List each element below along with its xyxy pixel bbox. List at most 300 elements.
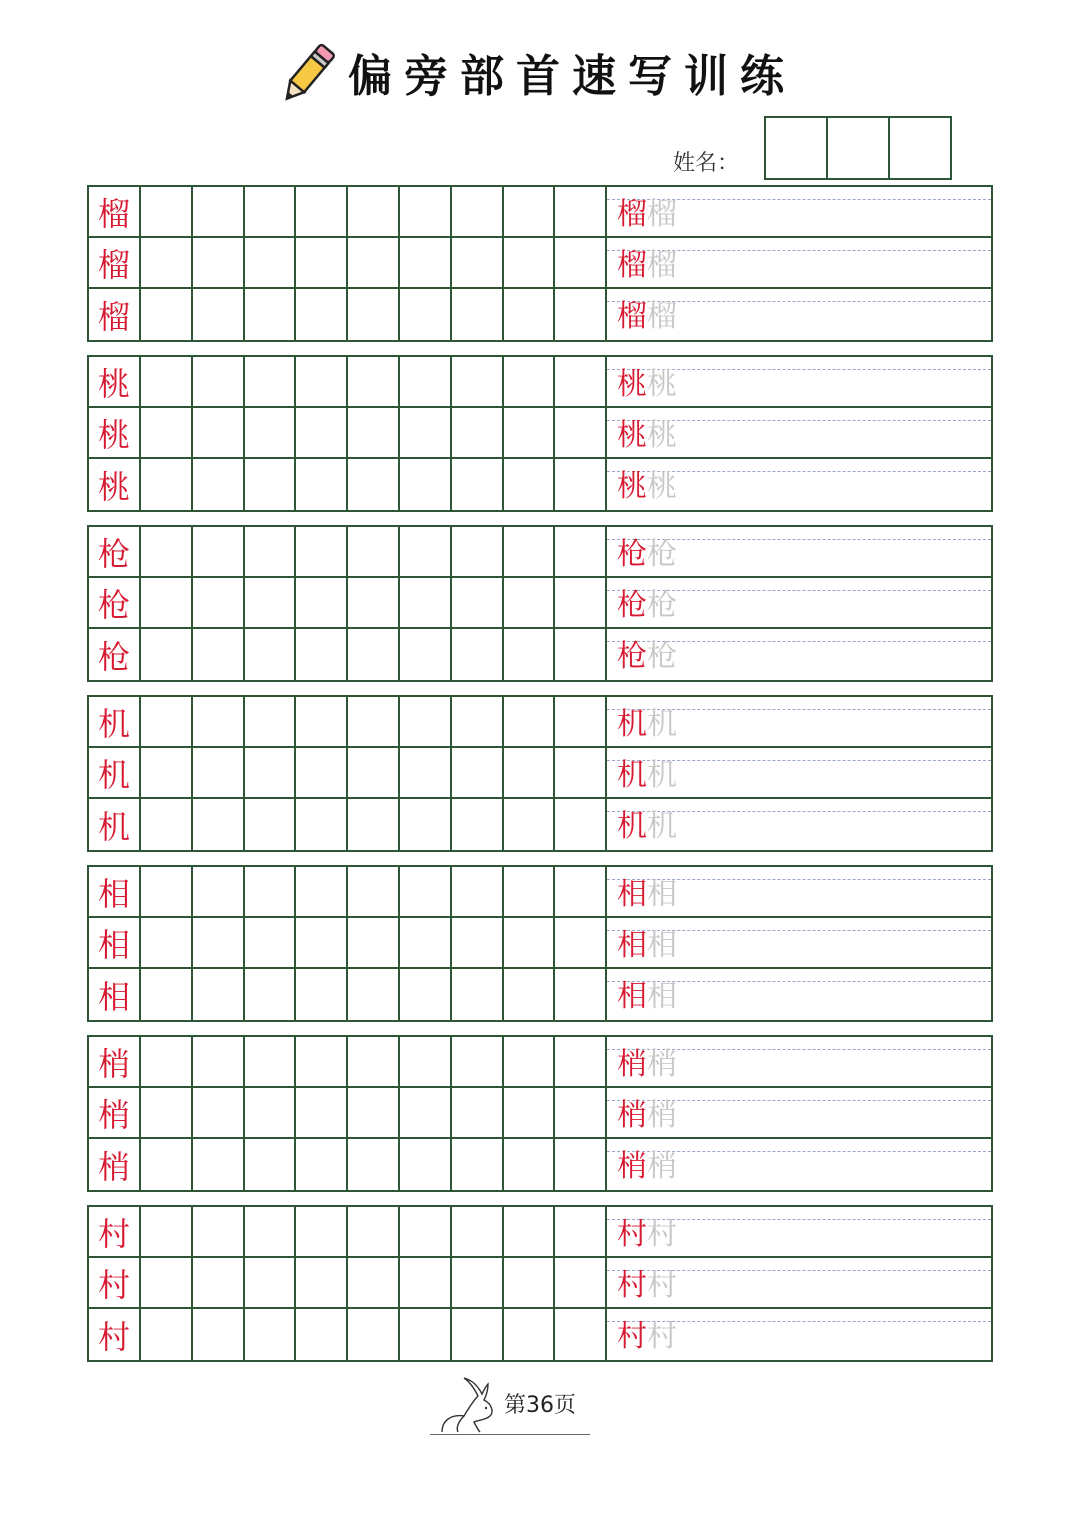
writing-cell[interactable] <box>504 629 556 680</box>
writing-cell[interactable] <box>400 1037 452 1088</box>
practice-block <box>87 865 993 1022</box>
writing-cell[interactable] <box>348 918 400 969</box>
trace-ghost-char: 梢 <box>647 1098 677 1133</box>
writing-cell[interactable] <box>296 918 348 969</box>
writing-cell[interactable] <box>193 1309 245 1360</box>
writing-cell[interactable] <box>555 578 607 629</box>
trace-chars <box>617 639 677 675</box>
writing-cell[interactable] <box>504 357 556 408</box>
writing-cell[interactable] <box>452 187 504 238</box>
writing-cell[interactable] <box>141 1258 193 1309</box>
trace-row[interactable] <box>607 1309 991 1360</box>
model-char: 榴 <box>89 238 141 289</box>
writing-cell[interactable] <box>296 578 348 629</box>
writing-cell[interactable] <box>400 1088 452 1139</box>
writing-cell[interactable] <box>348 1139 400 1190</box>
trace-row[interactable] <box>607 1037 991 1088</box>
writing-cell[interactable] <box>245 527 297 578</box>
writing-cell[interactable] <box>555 1309 607 1360</box>
writing-cell[interactable] <box>452 1309 504 1360</box>
writing-cell[interactable] <box>452 289 504 340</box>
writing-cell[interactable] <box>400 697 452 748</box>
writing-cell[interactable] <box>348 748 400 799</box>
writing-cell[interactable] <box>452 748 504 799</box>
trace-chars <box>617 588 677 624</box>
writing-cell[interactable] <box>245 1258 297 1309</box>
writing-cell[interactable] <box>348 578 400 629</box>
trace-model-char: 村 <box>617 1268 647 1303</box>
writing-cell[interactable] <box>400 459 452 510</box>
trace-row[interactable] <box>607 408 991 459</box>
writing-cell[interactable] <box>504 1037 556 1088</box>
model-char: 枪 <box>89 527 141 578</box>
writing-cell[interactable] <box>348 238 400 289</box>
writing-cell[interactable] <box>400 1139 452 1190</box>
pencil-icon <box>278 36 338 108</box>
writing-cell[interactable] <box>296 357 348 408</box>
writing-cell[interactable] <box>245 289 297 340</box>
writing-cell[interactable] <box>245 1309 297 1360</box>
writing-cell[interactable] <box>141 1309 193 1360</box>
tianzige-grid <box>89 867 607 1020</box>
trace-lines <box>607 357 991 510</box>
writing-cell[interactable] <box>452 799 504 850</box>
writing-cell[interactable] <box>245 1037 297 1088</box>
writing-cell[interactable] <box>400 408 452 459</box>
writing-cell[interactable] <box>400 527 452 578</box>
trace-model-char: 桃 <box>617 469 647 504</box>
writing-cell[interactable] <box>193 867 245 918</box>
writing-cell[interactable] <box>193 748 245 799</box>
writing-cell[interactable] <box>245 238 297 289</box>
trace-model-char: 枪 <box>617 639 647 674</box>
trace-lines <box>607 1037 991 1190</box>
trace-ghost-char: 机 <box>647 707 677 742</box>
writing-cell[interactable] <box>193 1207 245 1258</box>
writing-cell[interactable] <box>452 1258 504 1309</box>
trace-row[interactable] <box>607 867 991 918</box>
writing-cell[interactable] <box>452 459 504 510</box>
writing-cell[interactable] <box>296 1258 348 1309</box>
tianzige-grid <box>89 1207 607 1360</box>
trace-model-char: 梢 <box>617 1149 647 1184</box>
writing-cell[interactable] <box>452 357 504 408</box>
trace-ghost-char: 榴 <box>647 197 677 232</box>
trace-chars <box>617 928 677 964</box>
writing-cell[interactable] <box>296 867 348 918</box>
trace-chars <box>617 877 677 913</box>
writing-cell[interactable] <box>504 799 556 850</box>
writing-cell[interactable] <box>555 408 607 459</box>
model-char: 相 <box>89 867 141 918</box>
writing-cell[interactable] <box>245 969 297 1020</box>
writing-cell[interactable] <box>504 697 556 748</box>
writing-cell[interactable] <box>245 748 297 799</box>
trace-model-char: 梢 <box>617 1098 647 1133</box>
writing-cell[interactable] <box>452 969 504 1020</box>
writing-cell[interactable] <box>400 969 452 1020</box>
writing-cell[interactable] <box>141 969 193 1020</box>
writing-cell[interactable] <box>555 289 607 340</box>
trace-chars <box>617 707 677 743</box>
writing-cell[interactable] <box>296 527 348 578</box>
trace-row[interactable] <box>607 969 991 1020</box>
writing-cell[interactable] <box>348 1207 400 1258</box>
writing-cell[interactable] <box>245 459 297 510</box>
writing-cell[interactable] <box>141 748 193 799</box>
model-char: 机 <box>89 799 141 850</box>
writing-cell[interactable] <box>452 1207 504 1258</box>
trace-ghost-char: 榴 <box>647 248 677 283</box>
writing-cell[interactable] <box>504 1258 556 1309</box>
trace-row[interactable] <box>607 357 991 408</box>
model-char: 梢 <box>89 1139 141 1190</box>
writing-cell[interactable] <box>296 629 348 680</box>
trace-chars <box>617 1268 677 1304</box>
writing-cell[interactable] <box>193 459 245 510</box>
writing-cell[interactable] <box>555 969 607 1020</box>
writing-cell[interactable] <box>400 1309 452 1360</box>
trace-row[interactable] <box>607 459 991 510</box>
writing-cell[interactable] <box>141 187 193 238</box>
practice-block <box>87 695 993 852</box>
writing-cell[interactable] <box>348 867 400 918</box>
writing-cell[interactable] <box>193 918 245 969</box>
trace-chars <box>617 1217 677 1253</box>
writing-cell[interactable] <box>296 1139 348 1190</box>
trace-model-char: 机 <box>617 707 647 742</box>
trace-ghost-char: 相 <box>647 979 677 1014</box>
trace-model-char: 相 <box>617 928 647 963</box>
trace-model-char: 村 <box>617 1319 647 1354</box>
trace-ghost-char: 机 <box>647 809 677 844</box>
writing-cell[interactable] <box>193 289 245 340</box>
writing-cell[interactable] <box>193 799 245 850</box>
tianzige-grid <box>89 357 607 510</box>
writing-cell[interactable] <box>400 748 452 799</box>
writing-cell[interactable] <box>193 238 245 289</box>
trace-model-char: 机 <box>617 809 647 844</box>
writing-cell[interactable] <box>555 629 607 680</box>
trace-chars <box>617 1319 677 1355</box>
writing-cell[interactable] <box>452 238 504 289</box>
trace-row[interactable] <box>607 1088 991 1139</box>
model-char: 梢 <box>89 1088 141 1139</box>
trace-chars <box>617 418 677 454</box>
writing-cell[interactable] <box>555 238 607 289</box>
trace-model-char: 梢 <box>617 1047 647 1082</box>
writing-cell[interactable] <box>141 408 193 459</box>
name-label: 姓名： <box>673 151 740 176</box>
page-number: 第36页 <box>504 1393 576 1418</box>
trace-row[interactable] <box>607 799 991 850</box>
writing-cell[interactable] <box>193 578 245 629</box>
trace-ghost-char: 梢 <box>647 1149 677 1184</box>
practice-block <box>87 1035 993 1192</box>
writing-cell[interactable] <box>141 238 193 289</box>
trace-row[interactable] <box>607 918 991 969</box>
writing-cell[interactable] <box>296 289 348 340</box>
writing-cell[interactable] <box>452 1037 504 1088</box>
trace-lines <box>607 697 991 850</box>
trace-row[interactable] <box>607 578 991 629</box>
writing-cell[interactable] <box>555 459 607 510</box>
writing-cell[interactable] <box>348 969 400 1020</box>
trace-chars <box>617 1149 677 1185</box>
writing-cell[interactable] <box>452 527 504 578</box>
writing-cell[interactable] <box>141 578 193 629</box>
writing-cell[interactable] <box>193 1088 245 1139</box>
trace-ghost-char: 桃 <box>647 469 677 504</box>
writing-cell[interactable] <box>141 1088 193 1139</box>
trace-ghost-char: 梢 <box>647 1047 677 1082</box>
trace-row[interactable] <box>607 527 991 578</box>
writing-cell[interactable] <box>245 1139 297 1190</box>
writing-cell[interactable] <box>504 1309 556 1360</box>
trace-ghost-char: 相 <box>647 877 677 912</box>
writing-cell[interactable] <box>296 408 348 459</box>
model-char: 桃 <box>89 408 141 459</box>
trace-row[interactable] <box>607 748 991 799</box>
writing-cell[interactable] <box>245 799 297 850</box>
writing-cell[interactable] <box>141 629 193 680</box>
writing-cell[interactable] <box>296 748 348 799</box>
writing-cell[interactable] <box>245 578 297 629</box>
writing-cell[interactable] <box>245 629 297 680</box>
trace-ghost-char: 村 <box>647 1319 677 1354</box>
writing-cell[interactable] <box>504 867 556 918</box>
writing-cell[interactable] <box>452 867 504 918</box>
trace-model-char: 村 <box>617 1217 647 1252</box>
writing-cell[interactable] <box>348 289 400 340</box>
writing-cell[interactable] <box>452 408 504 459</box>
model-char: 村 <box>89 1207 141 1258</box>
model-char: 榴 <box>89 187 141 238</box>
writing-cell[interactable] <box>452 1088 504 1139</box>
writing-cell[interactable] <box>400 578 452 629</box>
trace-model-char: 机 <box>617 758 647 793</box>
writing-cell[interactable] <box>245 697 297 748</box>
writing-cell[interactable] <box>504 408 556 459</box>
trace-model-char: 榴 <box>617 197 647 232</box>
writing-cell[interactable] <box>348 187 400 238</box>
writing-cell[interactable] <box>452 1139 504 1190</box>
writing-cell[interactable] <box>400 799 452 850</box>
model-char: 村 <box>89 1258 141 1309</box>
writing-cell[interactable] <box>245 357 297 408</box>
writing-cell[interactable] <box>555 1037 607 1088</box>
writing-cell[interactable] <box>296 697 348 748</box>
trace-row[interactable] <box>607 1139 991 1190</box>
model-char: 村 <box>89 1309 141 1360</box>
writing-cell[interactable] <box>296 969 348 1020</box>
rabbit-icon <box>434 1376 500 1436</box>
model-char: 桃 <box>89 459 141 510</box>
writing-cell[interactable] <box>296 799 348 850</box>
writing-cell[interactable] <box>555 1088 607 1139</box>
trace-lines <box>607 867 991 1020</box>
writing-cell[interactable] <box>452 578 504 629</box>
writing-cell[interactable] <box>245 918 297 969</box>
writing-cell[interactable] <box>141 1207 193 1258</box>
writing-cell[interactable] <box>555 1139 607 1190</box>
writing-cell[interactable] <box>193 969 245 1020</box>
writing-cell[interactable] <box>555 867 607 918</box>
writing-cell[interactable] <box>296 459 348 510</box>
trace-chars <box>617 469 677 505</box>
writing-cell[interactable] <box>193 629 245 680</box>
writing-cell[interactable] <box>193 1139 245 1190</box>
writing-cell[interactable] <box>296 1037 348 1088</box>
writing-cell[interactable] <box>296 1309 348 1360</box>
writing-cell[interactable] <box>245 1088 297 1139</box>
writing-cell[interactable] <box>555 1258 607 1309</box>
trace-chars <box>617 979 677 1015</box>
writing-cell[interactable] <box>504 578 556 629</box>
writing-cell[interactable] <box>348 799 400 850</box>
writing-cell[interactable] <box>504 527 556 578</box>
trace-ghost-char: 村 <box>647 1268 677 1303</box>
trace-chars <box>617 248 677 284</box>
writing-cell[interactable] <box>504 748 556 799</box>
page-header <box>278 36 796 108</box>
writing-cell[interactable] <box>141 289 193 340</box>
writing-cell[interactable] <box>504 1207 556 1258</box>
writing-cell[interactable] <box>141 867 193 918</box>
writing-cell[interactable] <box>141 799 193 850</box>
name-box[interactable] <box>828 118 890 178</box>
trace-chars <box>617 1098 677 1134</box>
writing-cell[interactable] <box>400 1207 452 1258</box>
writing-cell[interactable] <box>555 527 607 578</box>
writing-cell[interactable] <box>504 238 556 289</box>
writing-cell[interactable] <box>504 1139 556 1190</box>
writing-cell[interactable] <box>555 1207 607 1258</box>
writing-cell[interactable] <box>555 187 607 238</box>
writing-cell[interactable] <box>141 1139 193 1190</box>
trace-ghost-char: 机 <box>647 758 677 793</box>
writing-cell[interactable] <box>141 357 193 408</box>
writing-cell[interactable] <box>296 238 348 289</box>
trace-model-char: 相 <box>617 877 647 912</box>
page-title: 偏旁部首速写训练 <box>348 51 796 102</box>
writing-cell[interactable] <box>555 697 607 748</box>
writing-cell[interactable] <box>296 187 348 238</box>
trace-chars <box>617 367 677 403</box>
writing-cell[interactable] <box>400 357 452 408</box>
footer-underline <box>430 1434 590 1435</box>
writing-cell[interactable] <box>245 408 297 459</box>
writing-cell[interactable] <box>348 1258 400 1309</box>
trace-lines <box>607 187 991 340</box>
practice-block <box>87 525 993 682</box>
writing-cell[interactable] <box>141 459 193 510</box>
writing-cell[interactable] <box>452 918 504 969</box>
writing-cell[interactable] <box>193 1037 245 1088</box>
writing-cell[interactable] <box>193 408 245 459</box>
writing-cell[interactable] <box>296 1207 348 1258</box>
trace-row[interactable] <box>607 187 991 238</box>
writing-cell[interactable] <box>348 697 400 748</box>
writing-cell[interactable] <box>348 527 400 578</box>
model-char: 机 <box>89 748 141 799</box>
trace-chars <box>617 758 677 794</box>
trace-model-char: 枪 <box>617 588 647 623</box>
writing-cell[interactable] <box>193 697 245 748</box>
writing-cell[interactable] <box>504 187 556 238</box>
writing-cell[interactable] <box>141 527 193 578</box>
trace-row[interactable] <box>607 289 991 340</box>
trace-model-char: 榴 <box>617 248 647 283</box>
name-box[interactable] <box>766 118 828 178</box>
trace-lines <box>607 527 991 680</box>
writing-cell[interactable] <box>504 969 556 1020</box>
writing-cell[interactable] <box>555 799 607 850</box>
model-char: 机 <box>89 697 141 748</box>
trace-row[interactable] <box>607 238 991 289</box>
trace-model-char: 榴 <box>617 299 647 334</box>
trace-row[interactable] <box>607 1207 991 1258</box>
tianzige-grid <box>89 527 607 680</box>
trace-row[interactable] <box>607 697 991 748</box>
trace-chars <box>617 1047 677 1083</box>
trace-row[interactable] <box>607 629 991 680</box>
trace-ghost-char: 村 <box>647 1217 677 1252</box>
writing-cell[interactable] <box>555 748 607 799</box>
writing-cell[interactable] <box>193 527 245 578</box>
name-box[interactable] <box>890 118 950 178</box>
writing-cell[interactable] <box>400 867 452 918</box>
writing-cell[interactable] <box>193 1258 245 1309</box>
trace-ghost-char: 桃 <box>647 367 677 402</box>
writing-cell[interactable] <box>193 187 245 238</box>
writing-cell[interactable] <box>245 187 297 238</box>
writing-cell[interactable] <box>400 187 452 238</box>
writing-cell[interactable] <box>452 697 504 748</box>
model-char: 枪 <box>89 578 141 629</box>
writing-cell[interactable] <box>348 1037 400 1088</box>
writing-cell[interactable] <box>504 918 556 969</box>
writing-cell[interactable] <box>555 357 607 408</box>
writing-cell[interactable] <box>400 629 452 680</box>
trace-lines <box>607 1207 991 1360</box>
writing-cell[interactable] <box>348 629 400 680</box>
writing-cell[interactable] <box>400 289 452 340</box>
writing-cell[interactable] <box>348 408 400 459</box>
writing-cell[interactable] <box>245 867 297 918</box>
writing-cell[interactable] <box>504 459 556 510</box>
writing-cell[interactable] <box>504 289 556 340</box>
writing-cell[interactable] <box>348 1088 400 1139</box>
writing-cell[interactable] <box>296 1088 348 1139</box>
writing-cell[interactable] <box>245 1207 297 1258</box>
writing-cell[interactable] <box>193 357 245 408</box>
writing-cell[interactable] <box>400 918 452 969</box>
writing-cell[interactable] <box>141 1037 193 1088</box>
writing-cell[interactable] <box>504 1088 556 1139</box>
writing-cell[interactable] <box>452 629 504 680</box>
writing-cell[interactable] <box>348 1309 400 1360</box>
trace-row[interactable] <box>607 1258 991 1309</box>
writing-cell[interactable] <box>141 918 193 969</box>
writing-cell[interactable] <box>141 697 193 748</box>
writing-cell[interactable] <box>400 238 452 289</box>
writing-cell[interactable] <box>348 459 400 510</box>
writing-cell[interactable] <box>348 357 400 408</box>
writing-cell[interactable] <box>555 918 607 969</box>
trace-ghost-char: 枪 <box>647 639 677 674</box>
writing-cell[interactable] <box>400 1258 452 1309</box>
